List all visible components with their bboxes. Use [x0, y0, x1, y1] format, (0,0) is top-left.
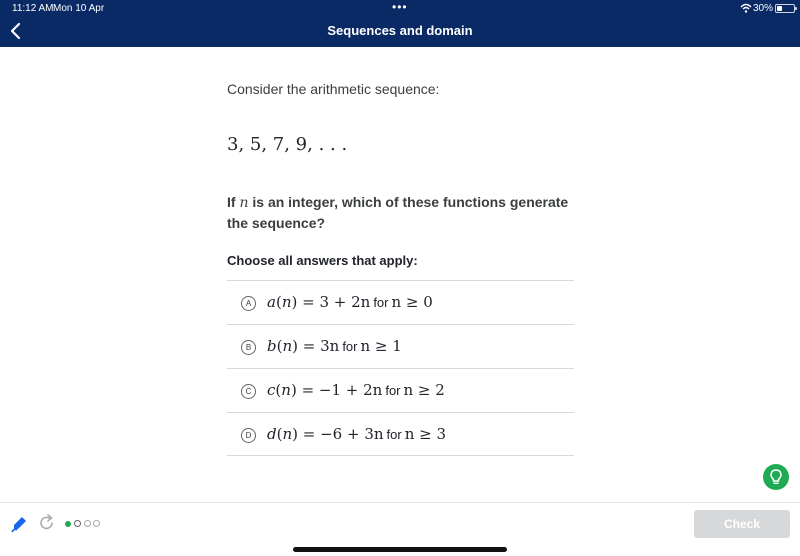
choice-expression: b(n) = 3n for n ≥ 1 [267, 337, 402, 355]
battery-icon [775, 4, 795, 13]
choice-letter: D [241, 428, 256, 443]
answer-choices [227, 280, 574, 456]
sequence-expression: 3, 5, 7, 9, . . . [227, 134, 348, 155]
status-time: 11:12 AM [12, 3, 54, 14]
redo-icon[interactable] [39, 514, 55, 532]
choice-expression: a(n) = 3 + 2n for n ≥ 0 [267, 293, 433, 311]
lightbulb-icon [770, 469, 782, 485]
hint-button[interactable] [763, 464, 789, 490]
choice-expression: c(n) = −1 + 2n for n ≥ 2 [267, 381, 445, 399]
choice-b[interactable] [227, 324, 574, 368]
pencil-icon[interactable] [10, 515, 28, 533]
status-date: Mon 10 Apr [53, 3, 105, 14]
multitask-dots[interactable]: ••• [392, 0, 408, 14]
choice-letter: A [241, 296, 256, 311]
bottom-bar [0, 502, 800, 556]
progress-dot [74, 520, 81, 527]
home-indicator [293, 547, 507, 552]
progress-dot [84, 520, 91, 527]
status-bar [0, 0, 800, 17]
choice-a[interactable] [227, 280, 574, 324]
wifi-icon [740, 2, 752, 14]
answer-instruction: Choose all answers that apply: [227, 253, 418, 268]
choice-letter: C [241, 384, 256, 399]
progress-dot [93, 520, 100, 527]
choice-d[interactable] [227, 412, 574, 456]
question-intro: Consider the arithmetic sequence: [227, 81, 440, 97]
top-bar [0, 0, 800, 47]
choice-letter: B [241, 340, 256, 355]
page-title: Sequences and domain [327, 23, 473, 38]
choice-expression: d(n) = −6 + 3n for n ≥ 3 [267, 425, 447, 443]
question-prompt: If n is an integer, which of these functions generate the sequence? [227, 194, 569, 231]
choice-c[interactable] [227, 368, 574, 412]
check-button[interactable]: Check [694, 510, 790, 538]
battery-percent: 30% [753, 3, 774, 14]
progress-dot [65, 521, 71, 527]
